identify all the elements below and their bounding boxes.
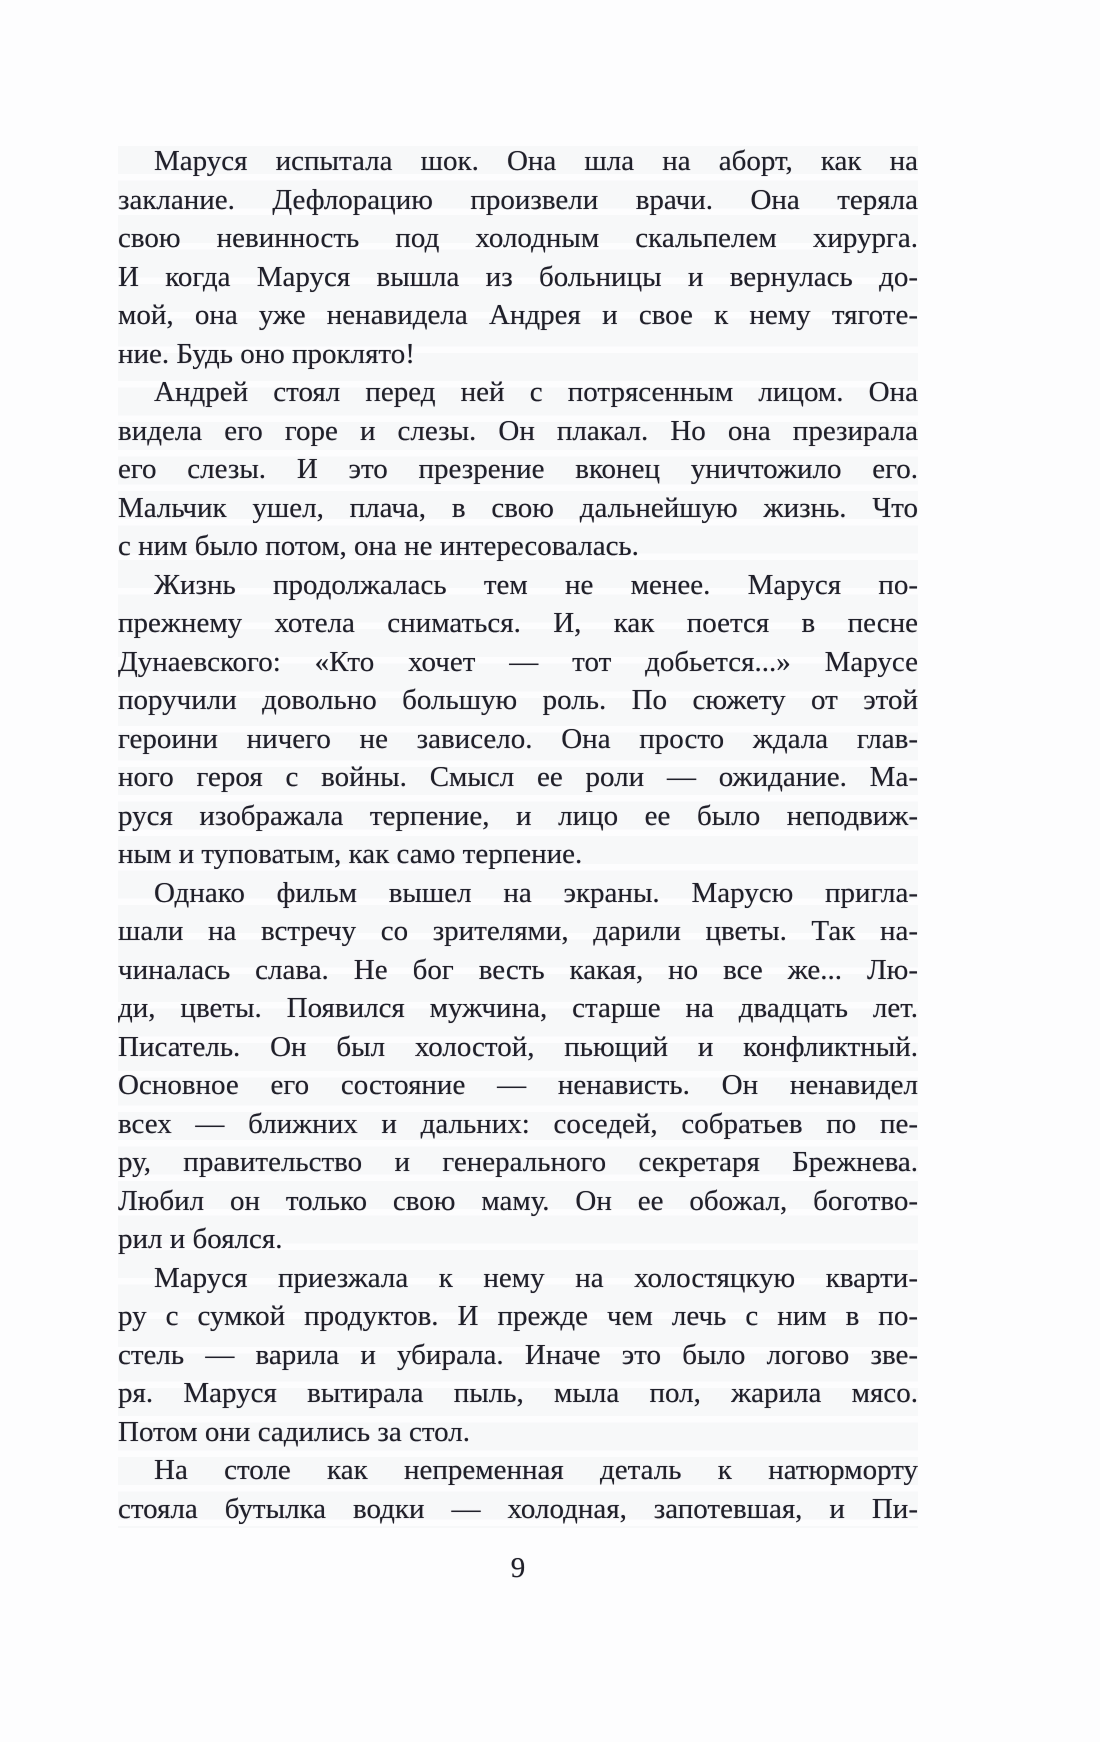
text-line: Любил он только свою маму. Он ее обожал, боготво- bbox=[118, 1184, 918, 1217]
text-line: Маруся испытала шок. Она шла на аборт, как на bbox=[154, 145, 918, 177]
text-line: шали на встречу со зрителями, дарили цветы. Так на- bbox=[118, 915, 918, 947]
paragraph bbox=[118, 373, 918, 566]
text-line: Однако фильм вышел на экраны. Марусю пригла- bbox=[154, 876, 918, 909]
text-line: чиналась слава. Не бог весть какая, но все же... Лю- bbox=[118, 953, 918, 986]
text-line: ря. Маруся вытирала пыль, мыла пол, жарила мясо. bbox=[118, 1377, 918, 1409]
text-line: рил и боялся. bbox=[118, 1223, 283, 1255]
text-line: ди, цветы. Появился мужчина, старше на двадцать лет. bbox=[118, 992, 918, 1024]
text-line: Маруся приезжала к нему на холостяцкую кварти- bbox=[154, 1261, 918, 1294]
text-line: ру с сумкой продуктов. И прежде чем лечь с ним в по- bbox=[118, 1300, 918, 1332]
text-line: мой, она уже ненавидела Андрея и свое к нему тяготе- bbox=[118, 299, 918, 331]
text-line: ного героя с войны. Смысл ее роли — ожидание. Ма- bbox=[118, 761, 918, 793]
text-line: На столе как непременная деталь к натюрморту bbox=[154, 1454, 918, 1486]
text-line: ние. Будь оно проклято! bbox=[118, 337, 415, 370]
text-block bbox=[118, 142, 918, 1528]
paragraph bbox=[118, 566, 918, 874]
text-line: его слезы. И это презрение вконец уничтожило его. bbox=[118, 453, 918, 485]
text-line: стояла бутылка водки — холодная, запотевшая, и Пи- bbox=[118, 1492, 918, 1525]
text-line: поручили довольно большую роль. По сюжету от этой bbox=[118, 684, 918, 716]
paragraph bbox=[118, 1259, 918, 1452]
page-number: 9 bbox=[510, 1552, 526, 1584]
text-line: руся изображала терпение, и лицо ее было неподвиж- bbox=[118, 799, 918, 832]
text-line: Жизнь продолжалась тем не менее. Маруся по- bbox=[154, 568, 918, 601]
text-line: героини ничего не зависело. Она просто ждала глав- bbox=[118, 722, 918, 755]
text-line: Мальчик ушел, плача, в свою дальнейшую жизнь. Что bbox=[118, 491, 918, 524]
text-line: Основное его состояние — ненависть. Он ненавидел bbox=[118, 1069, 918, 1101]
text-line: с ним было потом, она не интересовалась. bbox=[118, 530, 639, 562]
text-line: ру, правительство и генерального секретаря Брежнева. bbox=[118, 1146, 918, 1178]
text-line: И когда Маруся вышла из больницы и вернулась до- bbox=[118, 260, 918, 293]
paragraph bbox=[118, 142, 918, 373]
paragraph bbox=[118, 1451, 918, 1528]
text-line: стель — варила и убирала. Иначе это было логово зве- bbox=[118, 1338, 918, 1371]
text-line: заклание. Дефлорацию произвели врачи. Она теряла bbox=[118, 183, 918, 216]
text-line: видела его горе и слезы. Он плакал. Но она презирала bbox=[118, 414, 918, 447]
text-line: Писатель. Он был холостой, пьющий и конфликтный. bbox=[118, 1030, 918, 1063]
text-line: ным и туповатым, как само терпение. bbox=[118, 838, 583, 870]
text-line: свою невинность под холодным скальпелем хирурга. bbox=[118, 222, 918, 254]
text-line: прежнему хотела сниматься. И, как поется в песне bbox=[118, 607, 918, 639]
text-line: всех — ближних и дальних: соседей, собратьев по пе- bbox=[118, 1107, 918, 1140]
text-line: Дунаевского: «Кто хочет — тот добьется...» Марусе bbox=[118, 645, 918, 678]
paragraph bbox=[118, 874, 918, 1259]
text-line: Андрей стоял перед ней с потрясенным лицом. Она bbox=[154, 376, 918, 408]
text-line: Потом они садились за стол. bbox=[118, 1415, 470, 1448]
